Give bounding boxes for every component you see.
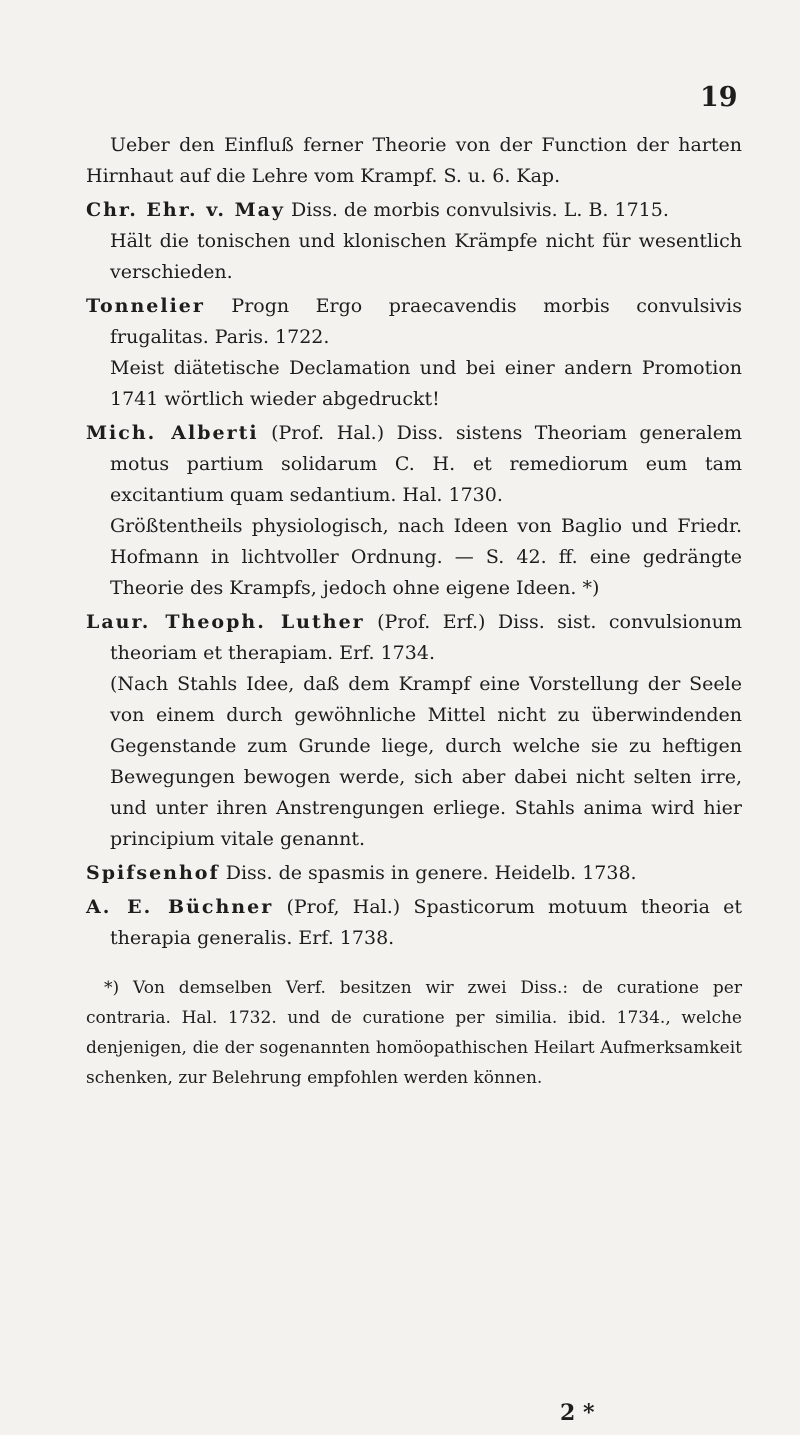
entry-1-author: Chr. Ehr. v. May <box>86 199 285 221</box>
entry-5-citation <box>86 858 742 889</box>
entry-5 <box>86 858 742 889</box>
page-content <box>86 130 742 1093</box>
entry-4-note: (Nach Stahls Idee, daß dem Krampf eine Vorstellung der Seele von einem durch gewöhnliche Mittel nicht zu überwindenden Gegenstande zum Grunde liege, durch welche sie zu heftigen Bewegungen bewogen werde, sich aber dabei nicht selten irre, und unter ihren Anstrengungen erliege. Stahls anima wird hier principium vitale genannt. <box>110 673 742 850</box>
entry-3 <box>86 418 742 604</box>
entry-2-author: Tonnelier <box>86 295 205 317</box>
entry-2-note: Meist diätetische Declamation und bei einer andern Promotion 1741 wörtlich wieder abgedruckt! <box>110 357 742 410</box>
entry-5-title: Diss. de spasmis in genere. Heidelb. 1738. <box>225 862 637 884</box>
entry-2-citation <box>86 291 742 353</box>
entry-6-citation <box>86 892 742 954</box>
entry-4-author: Laur. Theoph. Luther <box>86 611 365 633</box>
entry-3-note: Größtentheils physiologisch, nach Ideen von Baglio und Friedr. Hofmann in lichtvoller Ordnung. — S. 42. ff. eine gedrängte Theorie des Krampfs, jedoch ohne eigene Ideen. *) <box>110 515 742 599</box>
entry-2 <box>86 291 742 415</box>
entry-2-title: Progn Ergo praecavendis morbis convulsivis frugalitas. Paris. 1722. <box>110 295 742 348</box>
entry-6-title: (Prof, Hal.) Spasticorum motuum theoria et therapia generalis. Erf. 1738. <box>110 896 742 949</box>
entry-0-text: Ueber den Einfluß ferner Theorie von der Function der harten Hirnhaut auf die Lehre vom Krampf. S. u. 6. Kap. <box>86 134 742 187</box>
entry-3-citation <box>86 418 742 511</box>
entry-5-author: Spifsenhof <box>86 862 220 884</box>
footnote: *) Von demselben Verf. besitzen wir zwei Diss.: de curatione per contraria. Hal. 1732. und de curatione per similia. ibid. 1734., welche denjenigen, die der sogenannten homöopathischen Heilart Aufmerksamkeit schenken, zur Belehrung empfohlen werden können. <box>86 978 742 1088</box>
entry-1-note: Hält die tonischen und klonischen Krämpfe nicht für wesentlich verschieden. <box>110 230 742 283</box>
entry-4-citation <box>86 607 742 669</box>
entry-6-author: A. E. Büchner <box>86 896 274 918</box>
entry-1-title: Diss. de morbis convulsivis. L. B. 1715. <box>291 199 669 221</box>
page-number: 19 <box>700 82 738 113</box>
spacer <box>86 957 742 965</box>
signature-mark: 2 * <box>560 1400 595 1426</box>
entry-0 <box>86 130 742 192</box>
entry-1-citation <box>86 195 742 226</box>
entry-4 <box>86 607 742 855</box>
entry-3-title: (Prof. Hal.) Diss. sistens Theoriam generalem motus partium solidarum C. H. et remediorum eum tam excitantium quam sedantium. Hal. 1730. <box>110 422 743 506</box>
entry-3-author: Mich. Alberti <box>86 422 259 444</box>
entry-6 <box>86 892 742 954</box>
entry-1 <box>86 195 742 288</box>
entry-4-title: (Prof. Erf.) Diss. sist. convulsionum theoriam et therapiam. Erf. 1734. <box>110 611 742 664</box>
